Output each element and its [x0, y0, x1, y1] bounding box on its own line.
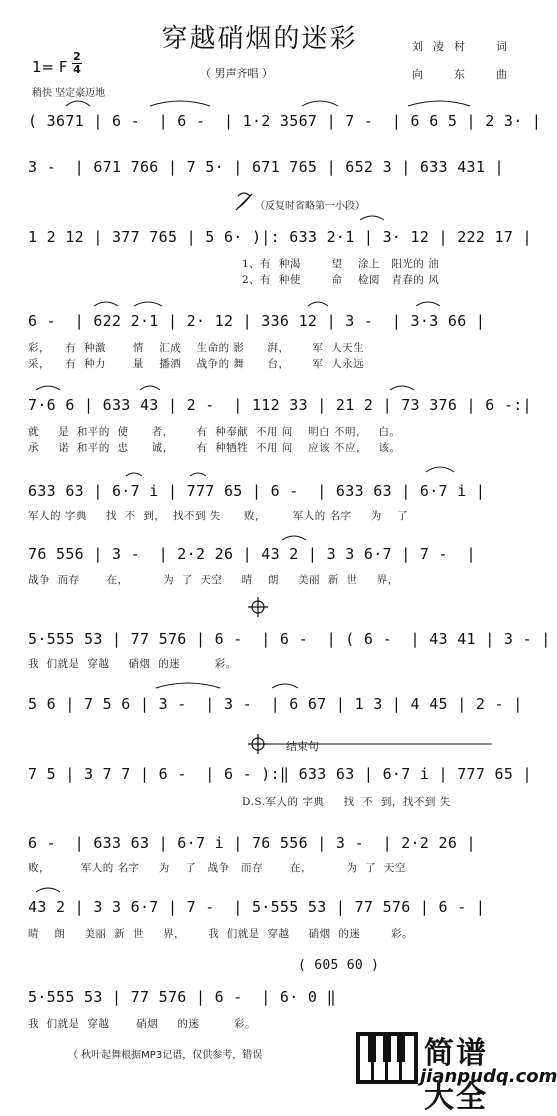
segno-sign: [236, 193, 252, 210]
lyric-row-11: 败， 军人的 名字 为 了 战争 而存 在， 为 了 天空: [28, 862, 406, 874]
score-row-2: 3 - | 671 766 | 7 5· | 671 765 | 652 3 | 633 431 |: [28, 158, 504, 176]
tie-arc: [272, 684, 298, 688]
lyric-row-5b: 承 诺 和平的 忠 诚， 有 种牺牲 不用 问 应该 不应， 该。: [28, 442, 401, 454]
score-row-4: 6 - | 622 2·1 | 2· 12 | 336 12 | 3 - | 3·3 66 |: [28, 312, 486, 330]
score-row-10: 7 5 | 3 7 7 | 6 - | 6 - ):‖ 633 63 | 6·7 i | 777 65 |: [28, 765, 532, 783]
composer-credit: 向 东 曲: [412, 68, 517, 81]
score-row-12: 43 2 | 3 3 6·7 | 7 - | 5·555 53 | 77 576 | 6 - |: [28, 898, 486, 916]
tie-arc: [416, 302, 440, 306]
segno-note: （反复时省略第一小段）: [255, 201, 365, 212]
tie-arc: [390, 386, 414, 390]
coda-label: 结束句: [286, 740, 319, 753]
tie-arc: [302, 101, 338, 106]
score-row-9: 5 6 | 7 5 6 | 3 - | 3 - | 6 67 | 1 3 | 4 45 | 2 - |: [28, 695, 523, 713]
score-row-7: 76 556 | 3 - | 2·2 26 | 43 2 | 3 3 6·7 | 7 - |: [28, 545, 476, 563]
tie-arc: [126, 473, 142, 476]
score-row-1: ( 3671 | 6 - | 6 - | 1·2 3567 | 7 - | 6 6 5 | 2 3· |: [28, 112, 542, 130]
score-row-13: 5·555 53 | 77 576 | 6 - | 6· 0 ‖: [28, 988, 336, 1006]
lyric-verse-1: 1、有 种渴 望 涂上 阳光的 油: [242, 258, 440, 270]
tie-arc: [140, 386, 160, 390]
score-row-5: 7·6 6 | 633 43 | 2 - | 112 33 | 21 2 | 73 376 | 6 -:|: [28, 396, 532, 414]
score-row-13-alt: ( 605 60 ): [298, 958, 380, 973]
tie-arc: [282, 536, 306, 540]
score-row-8: 5·555 53 | 77 576 | 6 - | 6 - | ( 6 - | 43 41 | 3 - |: [28, 630, 551, 648]
lyric-row-4a: 彩， 有 种激 情 汇成 生命的 影 湃， 军 人天生: [28, 342, 365, 354]
tie-arc: [36, 386, 60, 390]
tie-arc: [190, 473, 206, 476]
tie-arc: [360, 216, 384, 220]
score-row-6: 633 63 | 6·7 i | 777 65 | 6 - | 633 63 | 6·7 i |: [28, 482, 486, 500]
song-title: 穿越硝烟的迷彩: [161, 24, 358, 54]
lyric-row-12: 晴 朗 美丽 新 世 界， 我 们就是 穿越 硝烟 的迷 彩。: [28, 928, 414, 940]
tie-arc: [36, 888, 60, 892]
key-signature: 1= F: [32, 58, 68, 76]
tie-arc: [408, 101, 470, 106]
lyric-row-4b: 采， 有 种力 量 播洒 战争的 舞 台， 军 人永远: [28, 358, 365, 370]
lyric-row-7: 战争 而存 在， 为 了 天空 晴 朗 美丽 新 世 界，: [28, 574, 399, 586]
logo-text: 简谱大全: [424, 1036, 488, 1115]
tempo-marking: 稍快 坚定豪迈地: [32, 88, 106, 99]
logo-url: jianpudq.com: [420, 1066, 557, 1087]
lyric-row-13: 我 们就是 穿越 硝烟 的迷 彩。: [28, 1018, 256, 1030]
lyric-verse-2: 2、有 种使 命 检阅 青春的 风: [242, 274, 440, 286]
tie-arc: [308, 302, 328, 306]
lyric-row-5a: 就 是 和平的 使 者， 有 种奉献 不用 问 明白 不明， 白。: [28, 426, 401, 438]
lyric-row-6: 军人的 字典 找 不 到， 找不到 失 败， 军人的 名字 为 了: [28, 510, 409, 522]
tie-arc: [66, 101, 90, 106]
coda-sign-2: [248, 734, 268, 754]
lyric-ds: D.S.军人的 字典 找 不 到，找不到 失: [242, 796, 451, 808]
site-logo: [356, 1028, 557, 1115]
performance-type: （ 男声齐唱 ）: [200, 67, 273, 80]
lyric-row-8: 我 们就是 穿越 硝烟 的迷 彩。: [28, 658, 237, 670]
footer-note: （ 秋叶起舞根据MP3记谱，仅供参考，错误: [68, 1050, 263, 1061]
lyricist-credit: 刘凌村 词: [412, 40, 517, 53]
meter-bottom: 4: [73, 63, 81, 76]
tie-arc: [156, 683, 220, 688]
meter-top: 2: [73, 50, 81, 63]
coda-sign-1: [248, 597, 268, 617]
score-row-3: 1 2 12 | 377 765 | 5 6· )|: 633 2·1 | 3· 12 | 222 17 |: [28, 228, 532, 246]
piano-keys-icon: [356, 1032, 418, 1084]
score-row-11: 6 - | 633 63 | 6·7 i | 76 556 | 3 - | 2·2 26 |: [28, 834, 476, 852]
tie-arc: [94, 302, 118, 306]
tie-arc: [426, 467, 454, 472]
tie-arc: [150, 101, 210, 106]
tie-arc: [134, 302, 162, 306]
